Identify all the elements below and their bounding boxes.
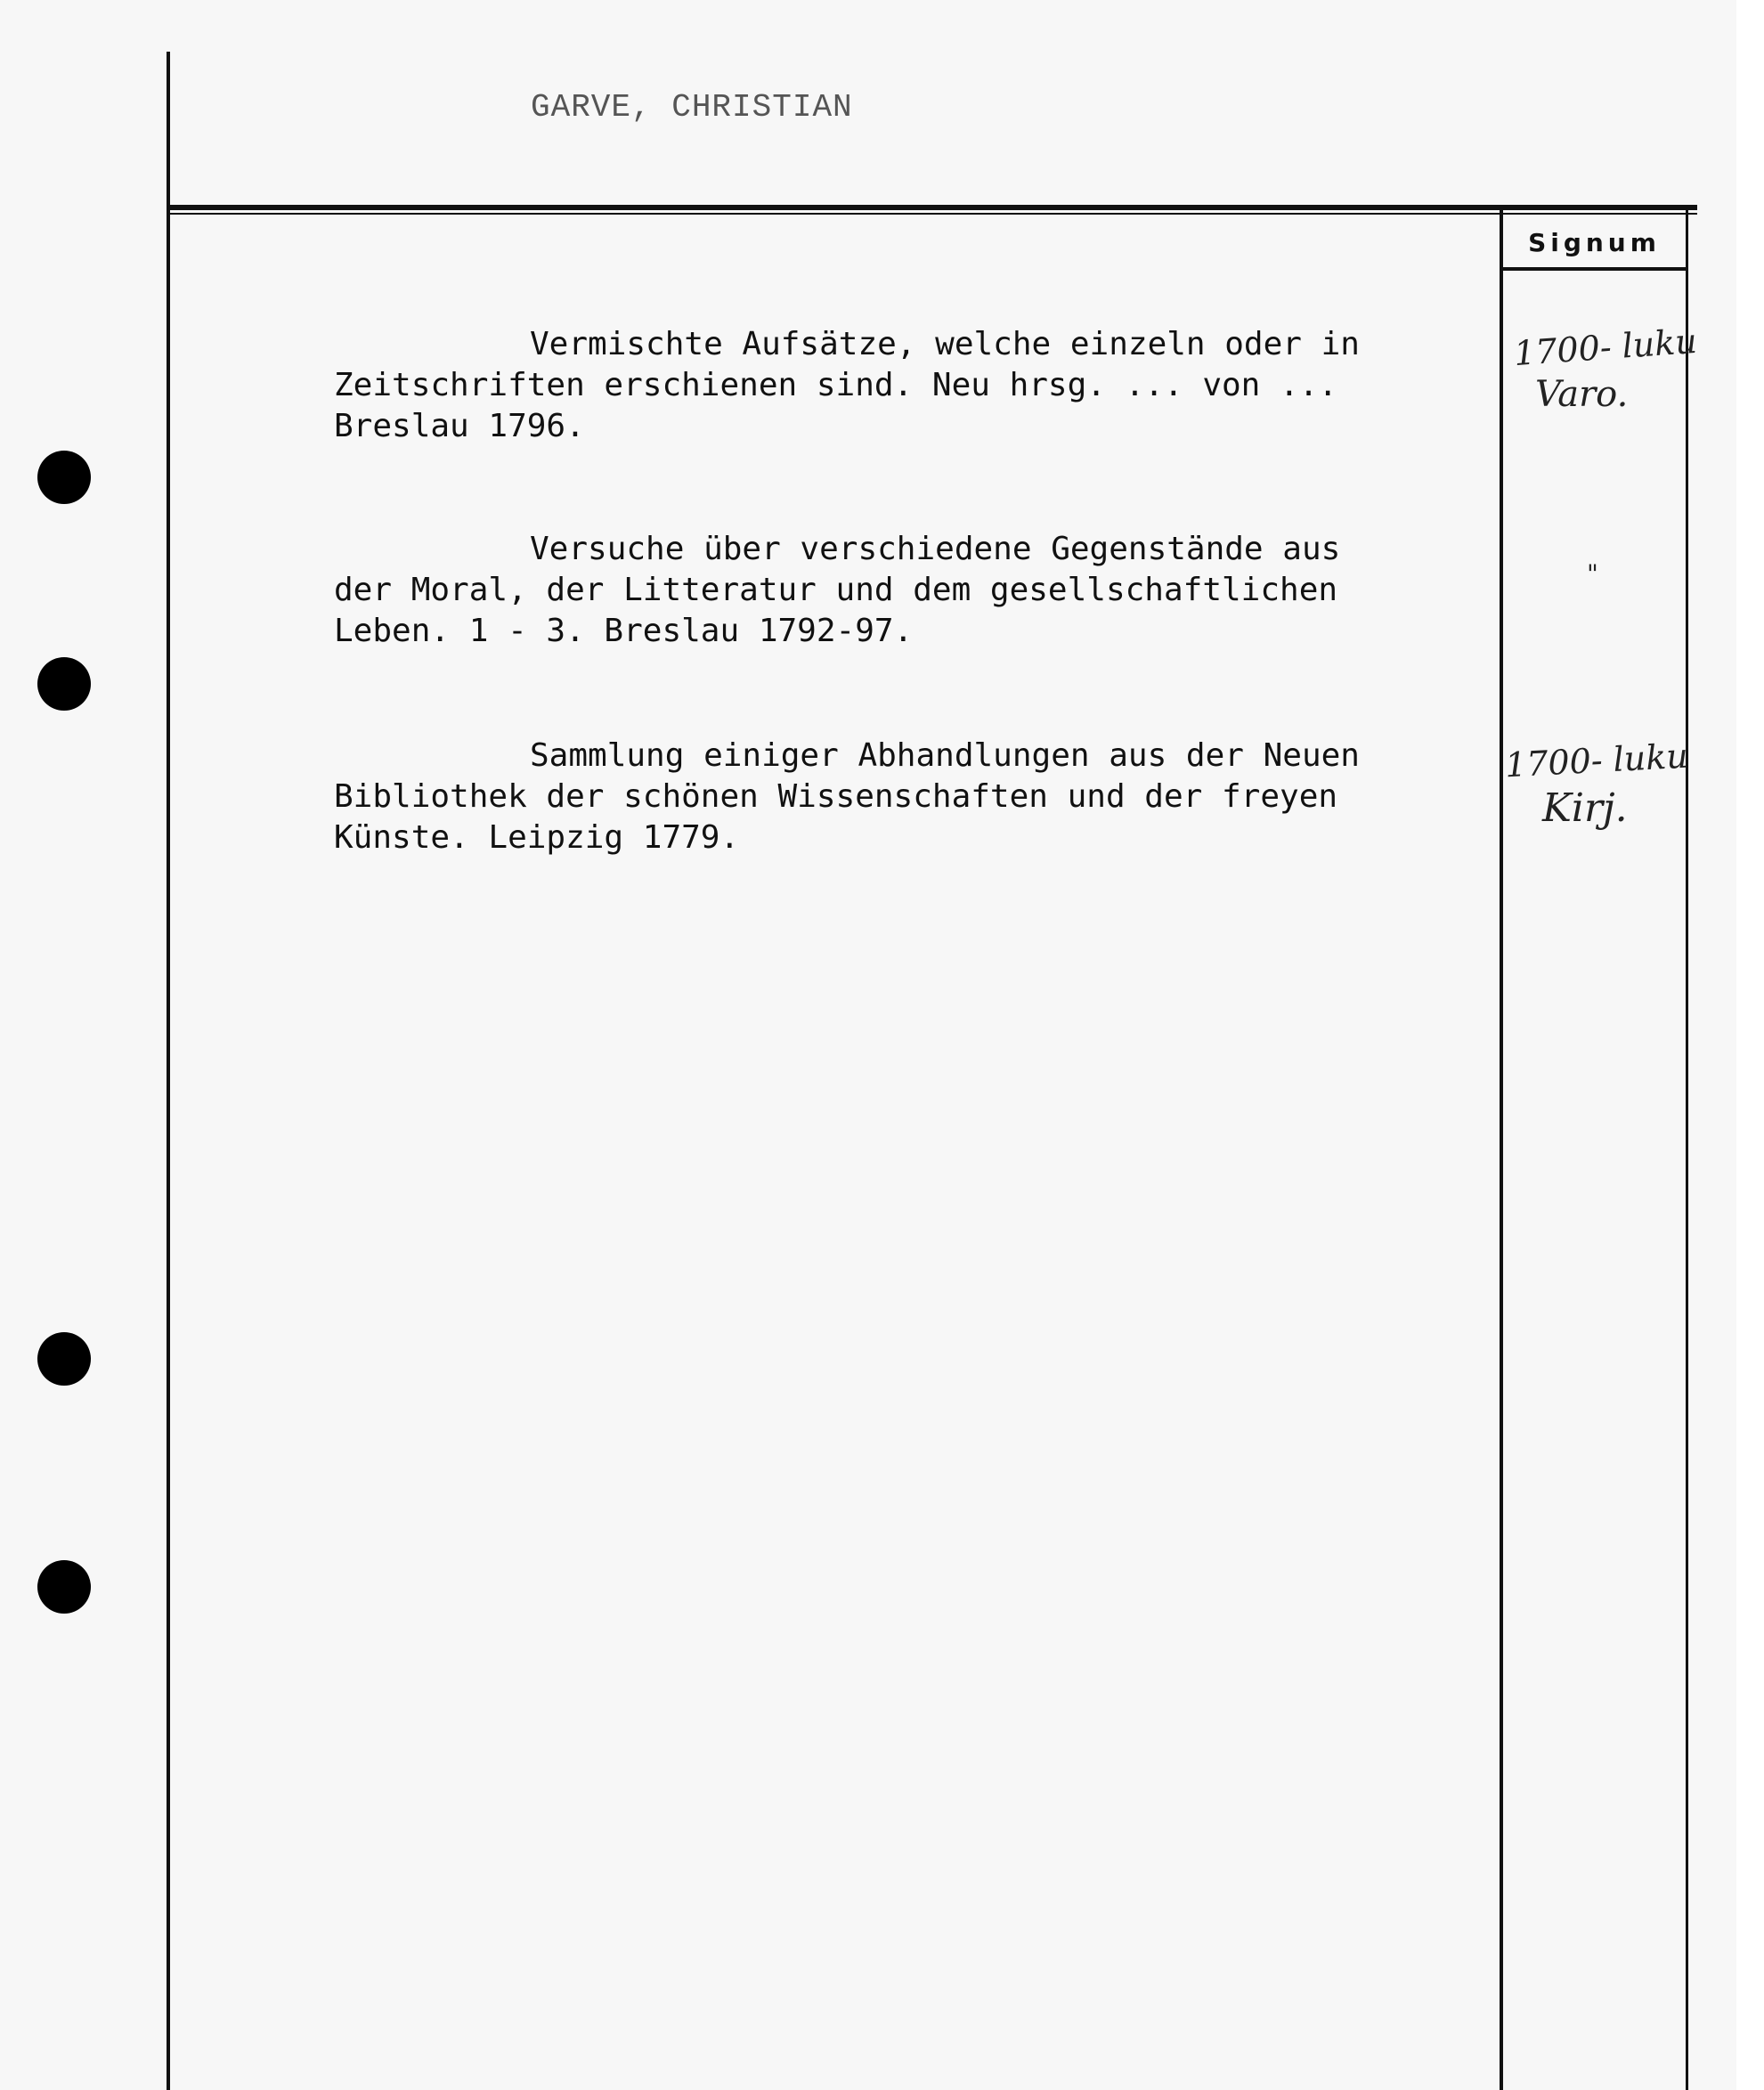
entry-line: Künste. Leipzig 1779. <box>334 819 740 856</box>
signum-column-right-rule <box>1686 210 1688 2090</box>
signum-handwritten: Kirj. <box>1542 785 1628 831</box>
signum-header: Signum <box>1528 227 1661 257</box>
entry-line: Breslau 1796. <box>334 408 585 444</box>
punch-hole <box>37 1332 91 1386</box>
signum-header-rule <box>1503 267 1686 271</box>
page-edge <box>1736 0 1764 2090</box>
author-heading: GARVE, CHRISTIAN <box>531 89 853 126</box>
punch-hole <box>37 451 91 504</box>
signum-handwritten: 1700- luku <box>1512 321 1699 374</box>
signum-column-left-rule <box>1500 210 1503 2090</box>
signum-handwritten: Varo. <box>1535 374 1629 415</box>
punch-hole <box>37 657 91 711</box>
entry-line: Zeitschriften erschienen sind. Neu hrsg. ... von ... <box>334 367 1338 403</box>
entry-line: Bibliothek der schönen Wissenschaften und der freyen <box>334 778 1338 815</box>
left-margin-rule <box>167 52 170 2090</box>
signum-ditto-mark: " <box>1587 559 1598 589</box>
entry-line: Leben. 1 - 3. Breslau 1792-97. <box>334 613 914 649</box>
entry-line: der Moral, der Litteratur und dem gesellschaftlichen <box>334 572 1338 608</box>
entry-line: Vermischte Aufsätze, welche einzeln oder in <box>530 326 1360 362</box>
top-rule <box>167 205 1697 210</box>
punch-hole <box>37 1560 91 1614</box>
entry-vermischte-aufsaetze <box>334 324 1483 447</box>
entry-line: Versuche über verschiedene Gegenstände aus <box>530 531 1341 567</box>
entry-versuche <box>334 529 1483 652</box>
top-rule-thin <box>167 213 1697 215</box>
entry-line: Sammlung einiger Abhandlungen aus der Neuen <box>530 737 1360 774</box>
signum-handwritten: 1700- luku <box>1503 736 1689 785</box>
entry-sammlung <box>334 736 1483 858</box>
